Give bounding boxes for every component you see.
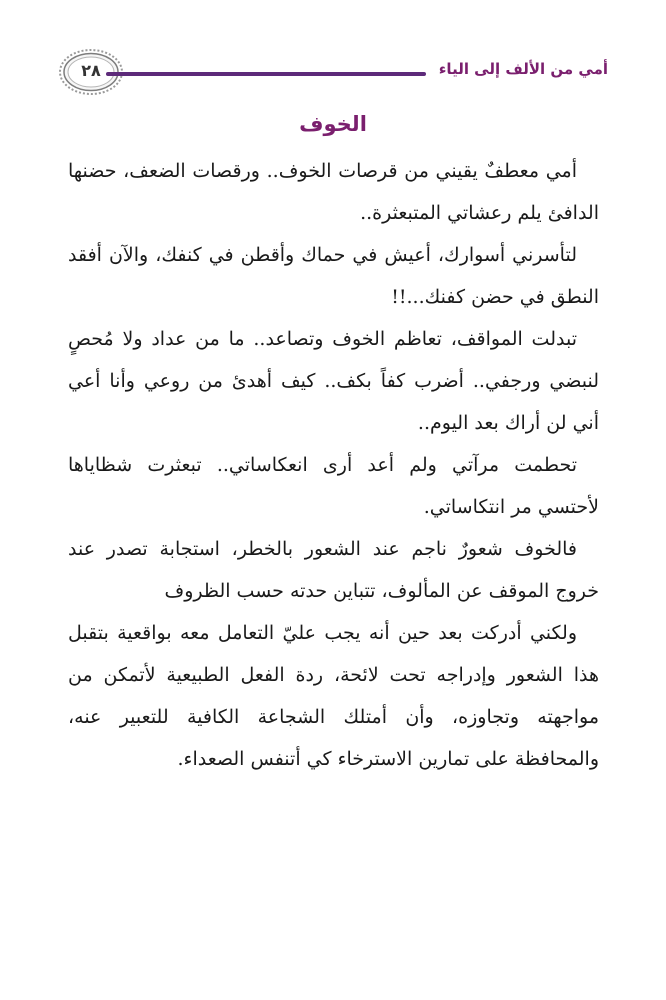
- paragraph: أمي معطفٌ يقيني من قرصات الخوف.. ورقصات الضعف، حضنها الدافئ يلم رعشاتي المتبعثرة..: [68, 160, 599, 224]
- running-title: أمي من الألف إلى الياء: [438, 60, 608, 78]
- header-rule: [106, 72, 426, 76]
- paragraph: ولكني أدركت بعد حين أنه يجب عليّ التعامل معه بواقعية بتقبل هذا الشعور وإدراجه تحت لائحة، ردة الفعل الطبيعية لأتمكن من مواجهته وتجاوزه، وأن أمتلك الشجاعة الكافية للتعبير عنه، والمحافظة على تمارين الاسترخاء كي أتنفس الصعداء.: [68, 622, 599, 770]
- page-number: ٢٨: [81, 61, 101, 80]
- section-title: الخوف: [299, 112, 367, 136]
- page-header: [58, 48, 608, 100]
- paragraph: تحطمت مرآتي ولم أعد أرى انعكاساتي.. تبعثرت شظاياها لأحتسي مر انتكاساتي.: [68, 454, 599, 518]
- paragraph: لتأسرني أسوارك، أعيش في حماك وأقطن في كنفك، والآن أفقد النطق في حضن كفنك...!!: [68, 244, 599, 308]
- paragraph: فالخوف شعورٌ ناجم عند الشعور بالخطر، استجابة تصدر عند خروج الموقف عن المألوف، تتباين حدته حسب الظروف: [68, 538, 599, 602]
- paragraph: تبدلت المواقف، تعاظم الخوف وتصاعد.. ما من عداد ولا مُحصٍ لنبضي ورجفي.. أضرب كفاً بكف.. كيف أهدئ من روعي وأنا أعي أني لن أراك بعد اليوم..: [68, 328, 599, 434]
- body-text: [68, 150, 599, 780]
